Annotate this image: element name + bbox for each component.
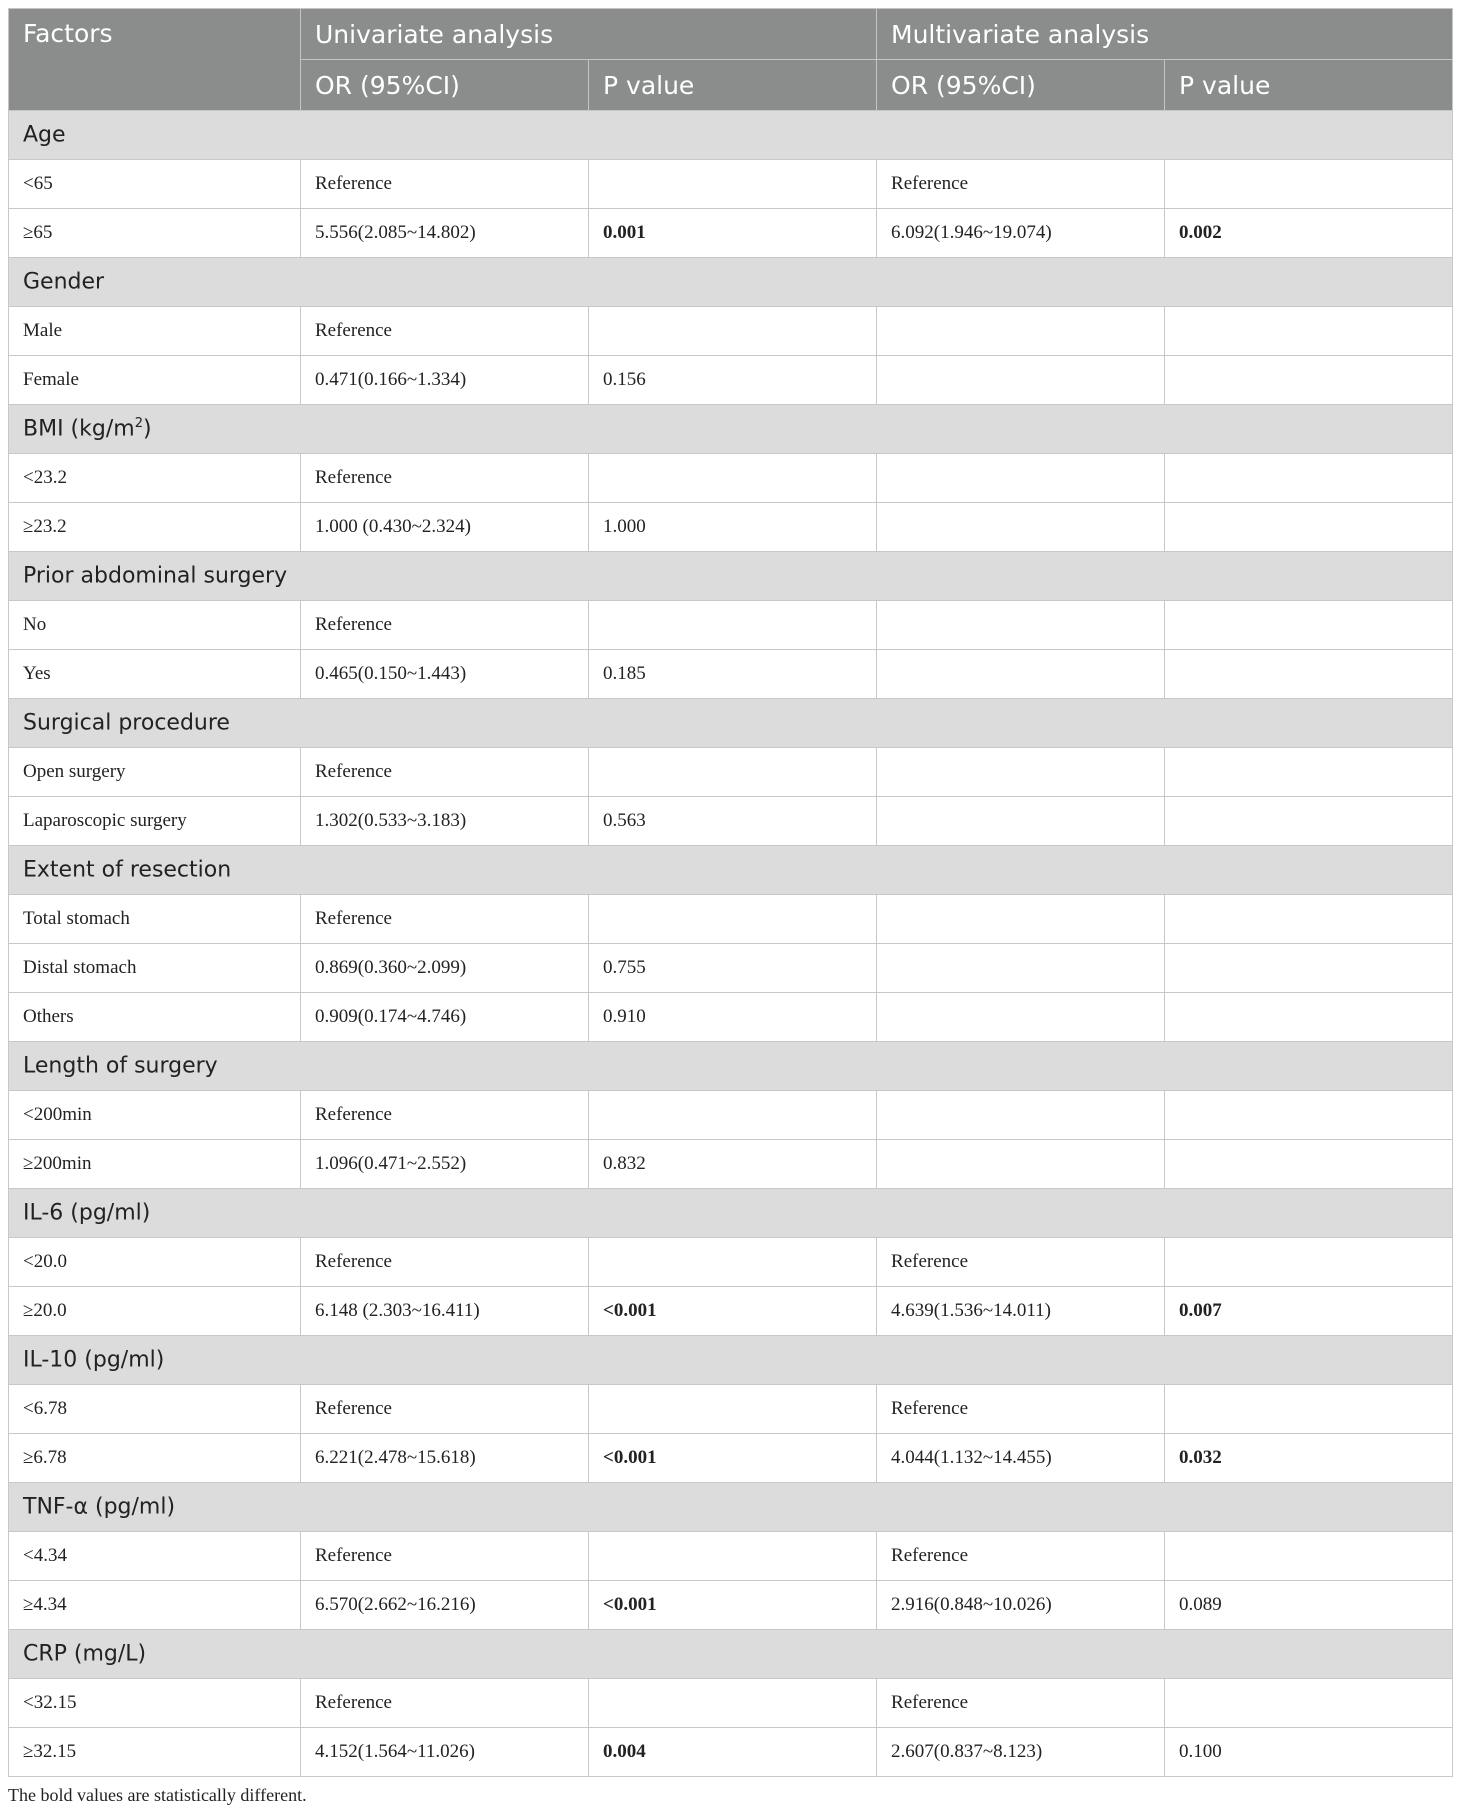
univariate-p-cell: 0.563	[589, 797, 877, 846]
multivariate-p-cell	[1165, 895, 1453, 944]
multivariate-p-cell	[1165, 307, 1453, 356]
factor-cell: Others	[9, 993, 301, 1042]
univariate-or-cell: Reference	[301, 1238, 589, 1287]
univariate-p-cell	[589, 1385, 877, 1434]
header-univariate-or: OR (95%CI)	[301, 60, 589, 111]
factor-cell: Male	[9, 307, 301, 356]
group-label	[9, 1483, 1453, 1532]
table-row	[9, 944, 1453, 993]
factor-cell: Female	[9, 356, 301, 405]
header-univariate-p: P value	[589, 60, 877, 111]
header-univariate: Univariate analysis	[301, 9, 877, 60]
multivariate-or-cell	[877, 601, 1165, 650]
group-label-text: Length of surgery	[23, 1053, 218, 1079]
factor-cell: ≥32.15	[9, 1728, 301, 1777]
univariate-p-cell	[589, 601, 877, 650]
multivariate-p-cell	[1165, 944, 1453, 993]
univariate-p-cell	[589, 1679, 877, 1728]
univariate-p-cell	[589, 895, 877, 944]
group-row	[9, 1189, 1453, 1238]
group-label	[9, 1042, 1453, 1091]
factor-cell: No	[9, 601, 301, 650]
multivariate-p-cell	[1165, 1091, 1453, 1140]
table-row	[9, 209, 1453, 258]
univariate-p-cell: 0.001	[589, 209, 877, 258]
univariate-or-cell: Reference	[301, 1679, 589, 1728]
univariate-p-cell: 0.004	[589, 1728, 877, 1777]
multivariate-p-cell: 0.032	[1165, 1434, 1453, 1483]
group-row	[9, 1336, 1453, 1385]
table-container	[8, 8, 1452, 1806]
multivariate-p-cell: 0.089	[1165, 1581, 1453, 1630]
group-row	[9, 1483, 1453, 1532]
univariate-or-cell: Reference	[301, 1532, 589, 1581]
multivariate-or-cell: 4.044(1.132~14.455)	[877, 1434, 1165, 1483]
multivariate-p-cell	[1165, 454, 1453, 503]
univariate-or-cell: Reference	[301, 1385, 589, 1434]
multivariate-or-cell: Reference	[877, 1679, 1165, 1728]
univariate-or-cell: Reference	[301, 160, 589, 209]
table-row	[9, 1091, 1453, 1140]
header-multivariate-or: OR (95%CI)	[877, 60, 1165, 111]
table-row	[9, 993, 1453, 1042]
table-row	[9, 601, 1453, 650]
univariate-or-cell: Reference	[301, 748, 589, 797]
univariate-p-cell	[589, 1238, 877, 1287]
group-label	[9, 1336, 1453, 1385]
univariate-or-cell: Reference	[301, 601, 589, 650]
table-row	[9, 503, 1453, 552]
factor-cell: Laparoscopic surgery	[9, 797, 301, 846]
multivariate-p-cell	[1165, 1140, 1453, 1189]
univariate-or-cell: 0.869(0.360~2.099)	[301, 944, 589, 993]
group-row	[9, 1630, 1453, 1679]
group-label-text: Gender	[23, 269, 105, 295]
group-label-text: IL-6 (pg/ml)	[23, 1200, 151, 1226]
group-label	[9, 1189, 1453, 1238]
multivariate-or-cell	[877, 503, 1165, 552]
univariate-p-cell	[589, 1532, 877, 1581]
group-label-text: Prior abdominal surgery	[23, 563, 288, 589]
factor-cell: Distal stomach	[9, 944, 301, 993]
table-row	[9, 1238, 1453, 1287]
factor-cell: ≥23.2	[9, 503, 301, 552]
univariate-or-cell: Reference	[301, 307, 589, 356]
multivariate-or-cell	[877, 993, 1165, 1042]
univariate-or-cell: 0.465(0.150~1.443)	[301, 650, 589, 699]
group-label-text: CRP (mg/L)	[23, 1641, 147, 1667]
factor-cell: ≥20.0	[9, 1287, 301, 1336]
table-row	[9, 1532, 1453, 1581]
group-row	[9, 111, 1453, 160]
multivariate-p-cell	[1165, 748, 1453, 797]
univariate-p-cell	[589, 1091, 877, 1140]
header-factors: Factors	[9, 9, 301, 111]
factor-cell: <65	[9, 160, 301, 209]
group-row	[9, 552, 1453, 601]
multivariate-p-cell	[1165, 503, 1453, 552]
factor-cell: <4.34	[9, 1532, 301, 1581]
multivariate-p-cell	[1165, 356, 1453, 405]
univariate-p-cell: 0.910	[589, 993, 877, 1042]
table-row	[9, 1581, 1453, 1630]
multivariate-or-cell: 2.607(0.837~8.123)	[877, 1728, 1165, 1777]
table-footnote: The bold values are statistically different.	[8, 1785, 307, 1805]
group-label-text: Extent of resection	[23, 857, 232, 883]
multivariate-or-cell: 2.916(0.848~10.026)	[877, 1581, 1165, 1630]
multivariate-or-cell: 4.639(1.536~14.011)	[877, 1287, 1165, 1336]
factor-cell: ≥6.78	[9, 1434, 301, 1483]
factor-cell: ≥200min	[9, 1140, 301, 1189]
group-label	[9, 111, 1453, 160]
factor-cell: <200min	[9, 1091, 301, 1140]
group-row	[9, 1042, 1453, 1091]
header-multivariate: Multivariate analysis	[877, 9, 1453, 60]
multivariate-p-cell	[1165, 1532, 1453, 1581]
univariate-or-cell: 1.096(0.471~2.552)	[301, 1140, 589, 1189]
group-row	[9, 699, 1453, 748]
table-row	[9, 356, 1453, 405]
group-label-text: Age	[23, 122, 66, 148]
multivariate-p-cell: 0.007	[1165, 1287, 1453, 1336]
table-row	[9, 895, 1453, 944]
table-row	[9, 650, 1453, 699]
group-label	[9, 552, 1453, 601]
univariate-or-cell: Reference	[301, 895, 589, 944]
univariate-p-cell	[589, 454, 877, 503]
group-row	[9, 405, 1453, 454]
multivariate-or-cell: Reference	[877, 1532, 1165, 1581]
factor-cell: <32.15	[9, 1679, 301, 1728]
factor-cell: <23.2	[9, 454, 301, 503]
group-row	[9, 846, 1453, 895]
group-label	[9, 1630, 1453, 1679]
group-label	[9, 405, 1453, 454]
regression-table	[8, 8, 1453, 1777]
univariate-p-cell: <0.001	[589, 1287, 877, 1336]
multivariate-or-cell	[877, 895, 1165, 944]
table-body	[9, 111, 1453, 1777]
univariate-or-cell: 1.302(0.533~3.183)	[301, 797, 589, 846]
factor-cell: Total stomach	[9, 895, 301, 944]
multivariate-or-cell	[877, 650, 1165, 699]
univariate-or-cell: 6.570(2.662~16.216)	[301, 1581, 589, 1630]
factor-cell: Open surgery	[9, 748, 301, 797]
univariate-or-cell: Reference	[301, 454, 589, 503]
univariate-or-cell: 6.148 (2.303~16.411)	[301, 1287, 589, 1336]
table-row	[9, 1385, 1453, 1434]
factor-cell: <6.78	[9, 1385, 301, 1434]
multivariate-or-cell	[877, 454, 1165, 503]
table-row	[9, 1434, 1453, 1483]
multivariate-or-cell	[877, 307, 1165, 356]
table-row	[9, 748, 1453, 797]
multivariate-or-cell	[877, 1091, 1165, 1140]
multivariate-or-cell	[877, 356, 1165, 405]
factor-cell: ≥65	[9, 209, 301, 258]
table-row	[9, 1728, 1453, 1777]
univariate-or-cell: 4.152(1.564~11.026)	[301, 1728, 589, 1777]
multivariate-or-cell: Reference	[877, 1238, 1165, 1287]
group-label-text: Surgical procedure	[23, 710, 230, 736]
multivariate-p-cell	[1165, 1238, 1453, 1287]
factor-cell: ≥4.34	[9, 1581, 301, 1630]
univariate-p-cell: <0.001	[589, 1434, 877, 1483]
multivariate-or-cell	[877, 944, 1165, 993]
univariate-p-cell: 1.000	[589, 503, 877, 552]
factor-cell: <20.0	[9, 1238, 301, 1287]
group-label	[9, 846, 1453, 895]
table-row	[9, 454, 1453, 503]
univariate-p-cell: <0.001	[589, 1581, 877, 1630]
multivariate-or-cell	[877, 1140, 1165, 1189]
multivariate-or-cell	[877, 797, 1165, 846]
group-label-text: IL-10 (pg/ml)	[23, 1347, 165, 1373]
univariate-p-cell	[589, 160, 877, 209]
table-header	[9, 9, 1453, 111]
univariate-or-cell: 6.221(2.478~15.618)	[301, 1434, 589, 1483]
univariate-or-cell: 0.909(0.174~4.746)	[301, 993, 589, 1042]
univariate-or-cell: 0.471(0.166~1.334)	[301, 356, 589, 405]
table-row	[9, 797, 1453, 846]
univariate-p-cell	[589, 307, 877, 356]
group-label-superscript: 2	[134, 416, 143, 432]
multivariate-p-cell	[1165, 993, 1453, 1042]
multivariate-or-cell	[877, 748, 1165, 797]
univariate-p-cell	[589, 748, 877, 797]
group-label-text: TNF-α (pg/ml)	[23, 1494, 176, 1520]
multivariate-or-cell: Reference	[877, 1385, 1165, 1434]
group-label	[9, 699, 1453, 748]
multivariate-or-cell: 6.092(1.946~19.074)	[877, 209, 1165, 258]
header-multivariate-p: P value	[1165, 60, 1453, 111]
group-label	[9, 258, 1453, 307]
header-row-1	[9, 9, 1453, 60]
multivariate-p-cell	[1165, 797, 1453, 846]
univariate-p-cell: 0.755	[589, 944, 877, 993]
table-row	[9, 307, 1453, 356]
multivariate-p-cell	[1165, 650, 1453, 699]
group-row	[9, 258, 1453, 307]
univariate-p-cell: 0.156	[589, 356, 877, 405]
table-row	[9, 1287, 1453, 1336]
univariate-or-cell: 5.556(2.085~14.802)	[301, 209, 589, 258]
multivariate-p-cell	[1165, 601, 1453, 650]
multivariate-p-cell	[1165, 1385, 1453, 1434]
table-row	[9, 160, 1453, 209]
univariate-p-cell: 0.185	[589, 650, 877, 699]
group-label-suffix: )	[142, 416, 152, 442]
multivariate-p-cell: 0.100	[1165, 1728, 1453, 1777]
factor-cell: Yes	[9, 650, 301, 699]
multivariate-p-cell: 0.002	[1165, 209, 1453, 258]
univariate-or-cell: 1.000 (0.430~2.324)	[301, 503, 589, 552]
multivariate-p-cell	[1165, 160, 1453, 209]
univariate-or-cell: Reference	[301, 1091, 589, 1140]
table-row	[9, 1679, 1453, 1728]
table-row	[9, 1140, 1453, 1189]
multivariate-or-cell: Reference	[877, 160, 1165, 209]
multivariate-p-cell	[1165, 1679, 1453, 1728]
group-label-text: BMI (kg/m	[23, 416, 135, 442]
univariate-p-cell: 0.832	[589, 1140, 877, 1189]
